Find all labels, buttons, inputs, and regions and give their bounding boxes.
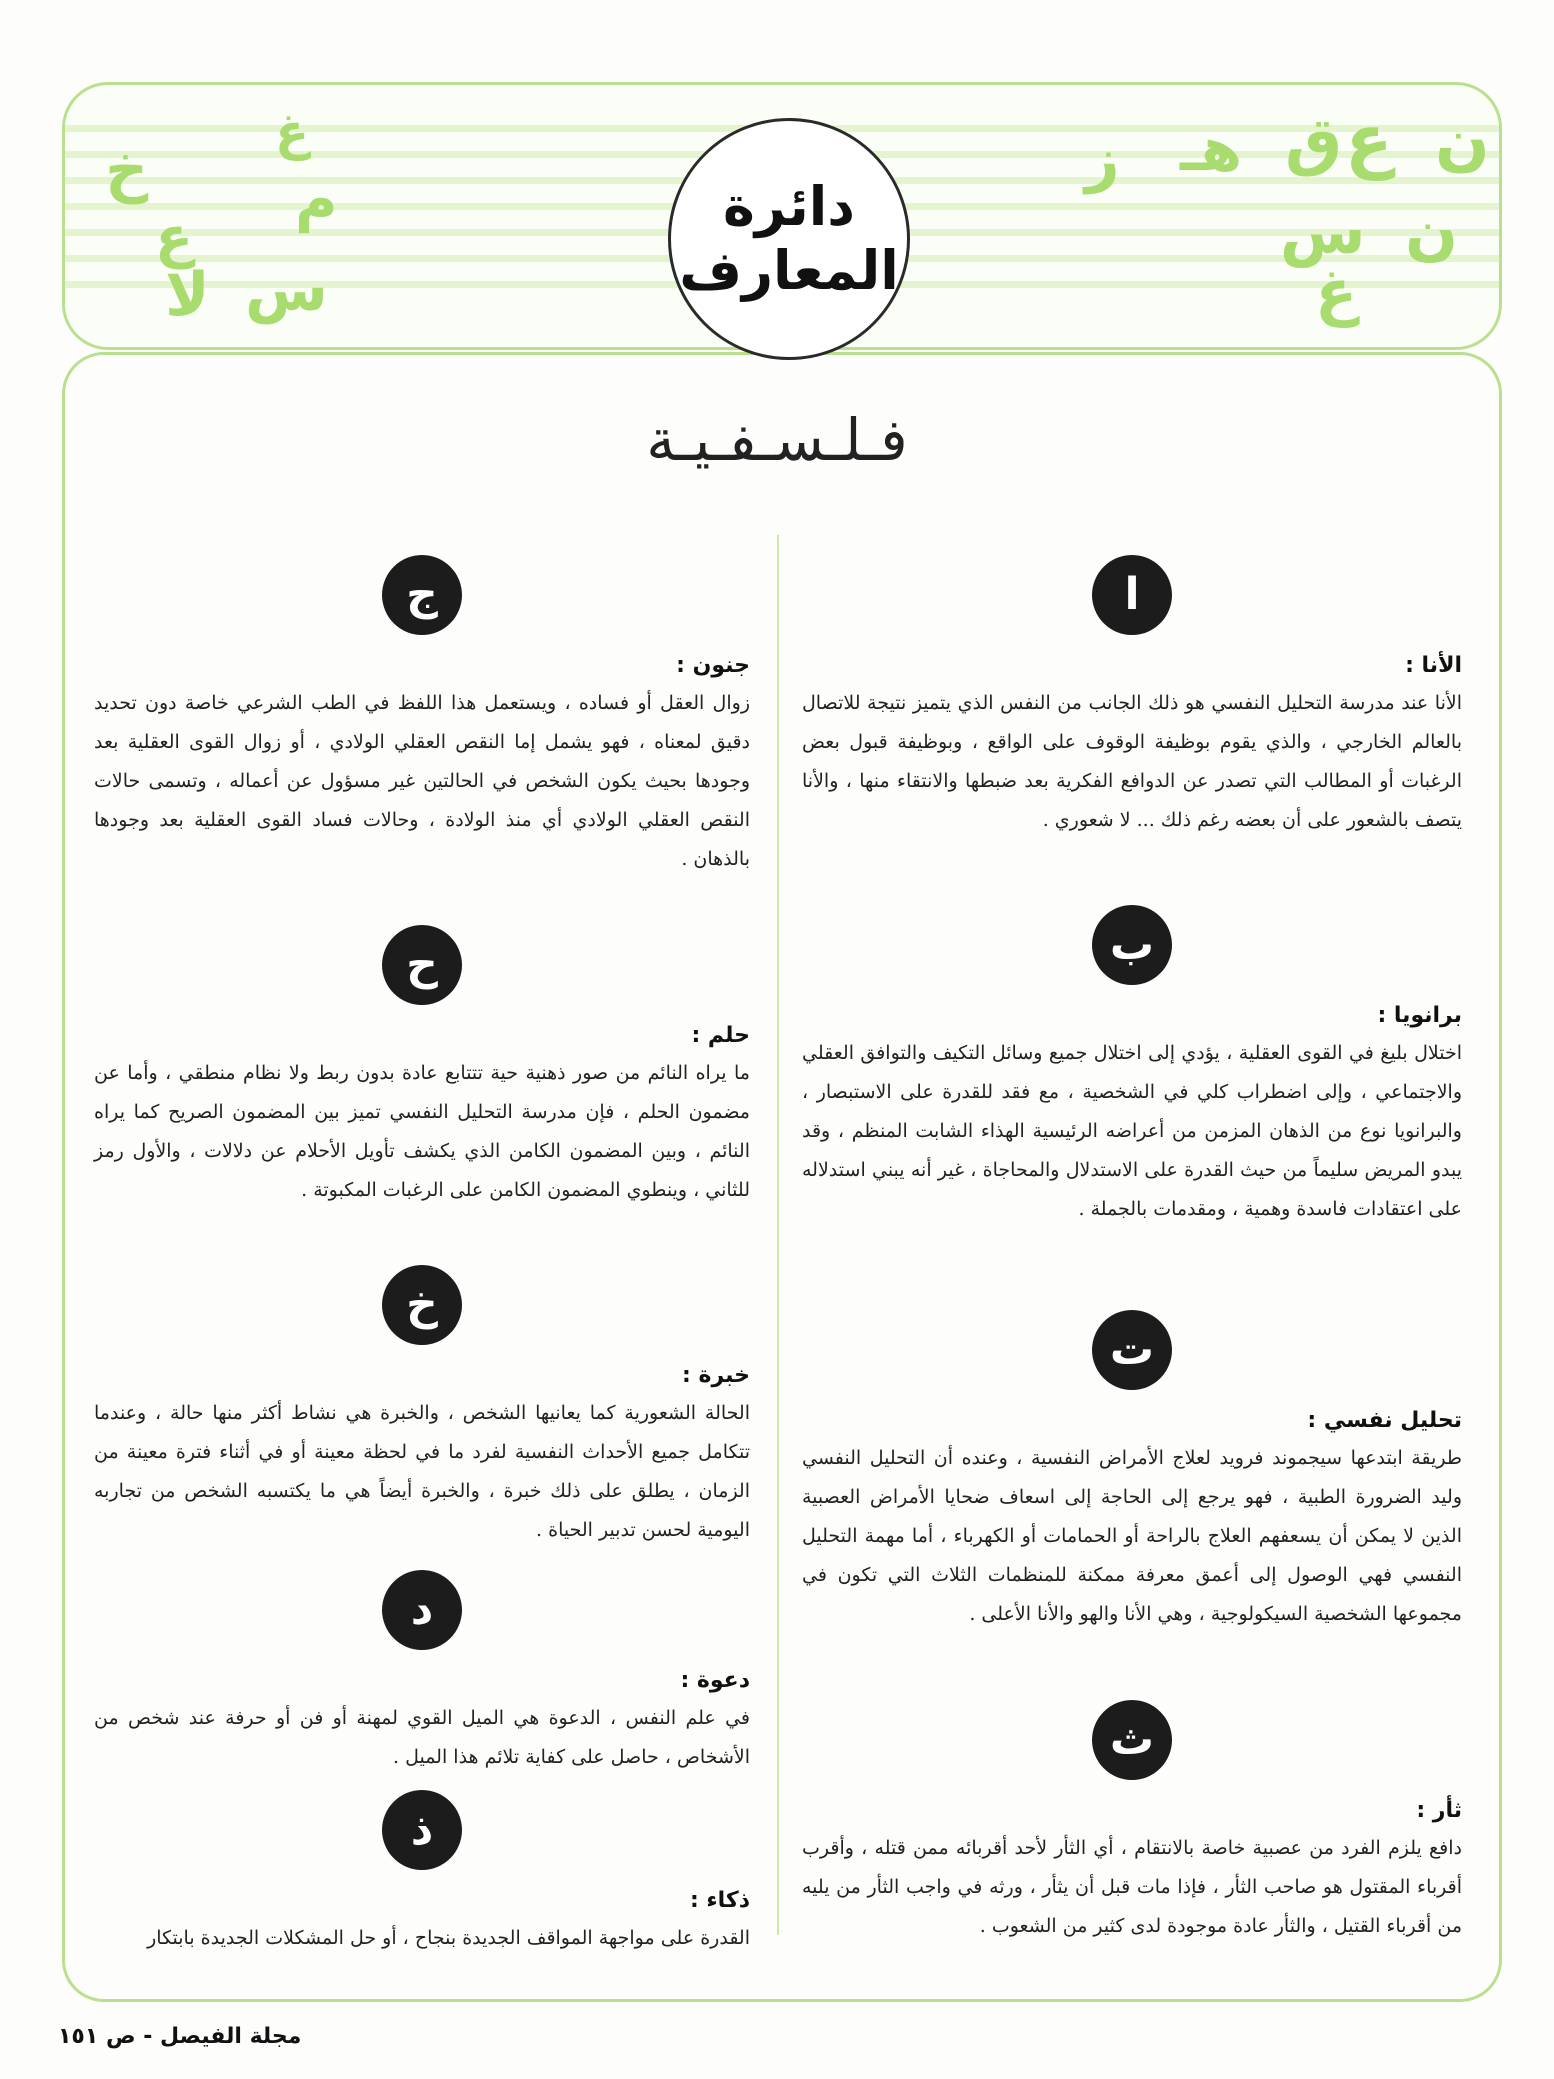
logo-title-line2: المعارف — [679, 239, 899, 302]
page-footer: مجلة الفيصل - ص ١٥١ — [58, 2024, 302, 2049]
decor-letter: ق — [1285, 105, 1343, 179]
decor-letter: ن — [1435, 105, 1490, 179]
letter-badge: ا — [1092, 555, 1172, 635]
letter-badge: ث — [1092, 1700, 1172, 1780]
entry-term: برانويا : — [1377, 1003, 1462, 1028]
entry-term: ذكاء : — [689, 1888, 750, 1913]
entry-definition: في علم النفس ، الدعوة هي الميل القوي لمهنة أو فن أو حرفة عند شخص من الأشخاص ، حاصل على كفاية تلائم هذا الميل . — [94, 1707, 750, 1768]
entry-definition: دافع يلزم الفرد من عصبية خاصة بالانتقام ، أي الثأر لأحد أقربائه ممن قتله ، وأقرب أقرباء المقتول هو صاحب الثأر ، فإذا مات قبل أن يثأر ، ورثه في واجب الثأر من يليه من أقرباء القتيل ، والثأر عادة موجودة لدى كثير من الشعوب . — [802, 1837, 1462, 1937]
letter-badge: خ — [382, 1265, 462, 1345]
entry-psychoanalysis — [802, 1310, 1462, 1634]
decor-letter: غ — [275, 103, 310, 161]
entry-definition: الأنا عند مدرسة التحليل النفسي هو ذلك الجانب من النفس الذي يتميز نتيجة للاتصال بالعالم الخارجي ، والذي يقوم بوظيفة الوقوف على الواقع ، وبوظيفة قبول بعض الرغبات أو المطالب التي تصدر عن الدوافع الفكرية بعد ضبطها والانتقاء منها ، والأنا يتصف بالشعور على أن بعضه رغم ذلك ... لا شعوري . — [802, 692, 1462, 831]
letter-badge: ج — [382, 555, 462, 635]
letter-badge: ذ — [382, 1790, 462, 1870]
decor-letter: م — [295, 165, 338, 233]
letter-badge: ت — [1092, 1310, 1172, 1390]
decor-letter: ن — [1405, 195, 1458, 268]
entry-definition: اختلال بليغ في القوى العقلية ، يؤدي إلى اختلال جميع وسائل التكيف والتوافق العقلي والاجتماعي ، وإلى اضطراب كلي في الشخصية ، مع فقد للقدرة على الاستبصار ، والبرانويا نوع من الذهان المزمن من أعراضه الرئيسية الهذاء الشابت المنظم ، وقد يبدو المريض سليماً من حيث القدرة على الاستدلال والمحاجاة ، غير أنه يبني استدلاله على اعتقادات فاسدة وهمية ، ومقدمات بالجملة . — [802, 1042, 1462, 1220]
letter-badge: د — [382, 1570, 462, 1650]
decor-letter: غ — [1315, 255, 1358, 328]
entry-term: خبرة : — [682, 1363, 750, 1388]
letter-badge: ب — [1092, 905, 1172, 985]
decor-letter: ع — [155, 205, 194, 270]
entry-intelligence — [94, 1790, 750, 1958]
decor-letter: لا — [165, 260, 210, 330]
entry-definition: زوال العقل أو فساده ، ويستعمل هذا اللفظ في الطب الشرعي خاصة دون تحديد دقيق لمعناه ، فهو يشمل إما النقص العقلي الولادي ، أو زوال القوى العقلية بعد وجودها بحيث يكون الشخص في الحالتين غير مسؤول عن أعماله ، وتسمى حالات النقص العقلي الولادي أي منذ الولادة ، وحالات فساد القوى العقلية بعد وجودها بالذهان . — [94, 692, 750, 870]
entry-term: تحليل نفسي : — [1307, 1408, 1462, 1433]
entry-paranoia — [802, 905, 1462, 1229]
entry-term: دعوة : — [680, 1668, 750, 1693]
entry-experience — [94, 1265, 750, 1550]
decor-letter: ع — [1345, 99, 1393, 181]
column-divider — [777, 535, 779, 1935]
entry-term: الأنا : — [1405, 653, 1462, 678]
logo-title-line1: دائرة — [723, 175, 855, 238]
entry-definition: طريقة ابتدعها سيجموند فرويد لعلاج الأمراض النفسية ، وعنده أن التحليل النفسي وليد الضرورة الطبية ، فهو يرجع إلى الحاجة إلى اسعاف ضحايا الأمراض العصبية الذين لا يمكن أن يسعفهم العلاج بالراحة أو الحمامات أو الكهرباء ، أما مهمة التحليل النفسي فهي الوصول إلى أعمق معرفة ممكنة للمنظمات الثلاث التي تكون في مجموعها الشخصية السيكولوجية ، وهي الأنا والهو والأنا الأعلى . — [802, 1447, 1462, 1625]
entry-revenge — [802, 1700, 1462, 1946]
entry-term: جنون : — [676, 653, 750, 678]
entry-definition: ما يراه النائم من صور ذهنية حية تتتابع عادة بدون ربط ولا نظام منطقي ، وأما عن مضمون الحلم ، فإن مدرسة التحليل النفسي تميز بين المضمون الصريح كما يراه النائم ، وبين المضمون الكامن الذي يكشف تأويل الأحلام عن دلالات ، والأول رمز للثاني ، وينطوي المضمون الكامن على الرغبات المكبوتة . — [94, 1062, 750, 1201]
decor-letter: س — [245, 255, 328, 325]
letter-badge: ح — [382, 925, 462, 1005]
entry-vocation — [94, 1570, 750, 1777]
decor-letter: خ — [105, 135, 149, 205]
entry-term: حلم : — [691, 1023, 750, 1048]
decor-letter: ز — [1085, 125, 1120, 195]
decor-letter: هـ — [1180, 115, 1243, 185]
entry-ana — [802, 555, 1462, 840]
entry-madness — [94, 555, 750, 879]
entry-definition: الحالة الشعورية كما يعانيها الشخص ، والخبرة هي نشاط أكثر منها حالة ، وعندما تتكامل جميع الأحداث النفسية لفرد ما في لحظة معينة أو في أثناء فترة معينة من الزمان ، يطلق على ذلك خبرة ، والخبرة أيضاً هي ما يكتسبه الشخص من تجاربه اليومية لحسن تدبير الحياة . — [94, 1402, 750, 1541]
decor-letter: س — [1280, 195, 1366, 268]
entry-term: ثأر : — [1416, 1798, 1462, 1823]
magazine-section-logo — [668, 118, 910, 360]
section-title: فـلـسـفـيـة — [646, 406, 908, 474]
entry-dream — [94, 925, 750, 1210]
entry-definition: القدرة على مواجهة المواقف الجديدة بنجاح ، أو حل المشكلات الجديدة بابتكار — [147, 1927, 750, 1949]
